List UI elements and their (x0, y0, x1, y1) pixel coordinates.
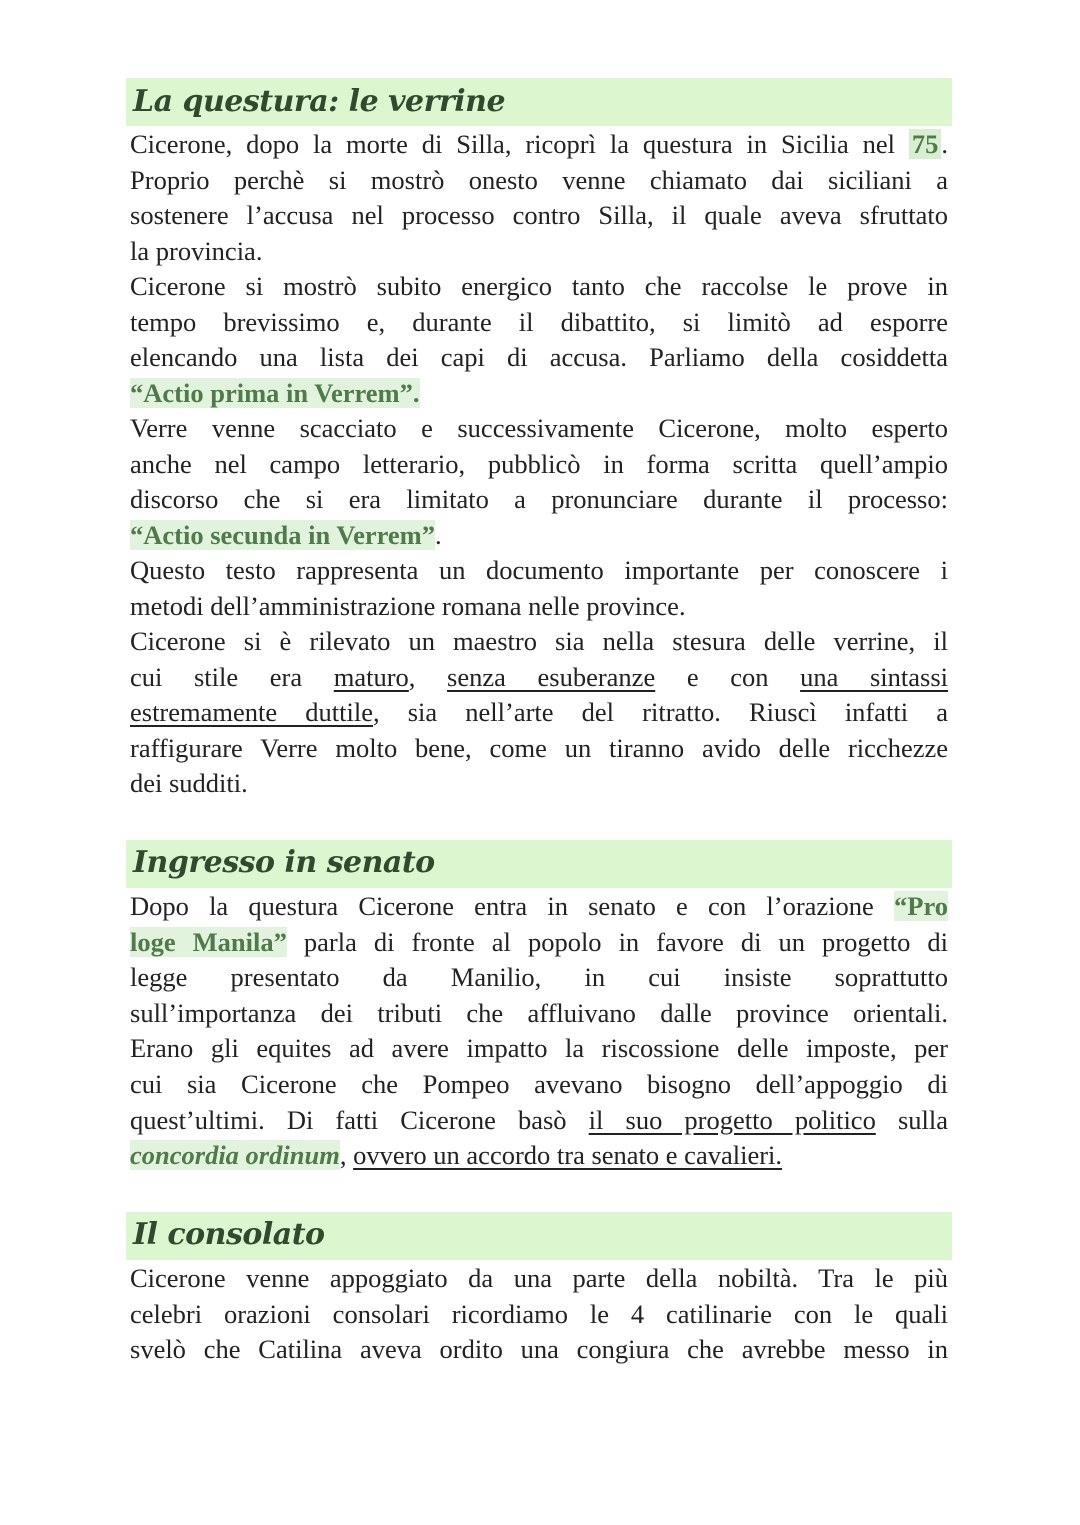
paragraph-questura-4: Questo testo rappresenta un documento importante per conoscere i metodi dell’amministrazione romana nelle province. (130, 555, 948, 621)
paragraph-questura-5: Cicerone si è rilevato un maestro sia nella stesura delle verrine, il cui stile era maturo, senza esuberanze e con una sintassi estremamente duttile, sia nell’arte del ritratto. Riuscì infatti a raffigurare Verre molto bene, come un tiranno avido delle ricchezze dei sudditi. (130, 626, 949, 799)
paragraph-questura-3: Verre venne scacciato e successivamente Cicerone, molto esperto anche nel campo letterario, pubblicò in forma scritta quell’ampio discorso che si era limitato a pronunciare durante il processo: “Actio secunda in Verrem”. (130, 413, 948, 550)
highlight-actio-secunda: “Actio secunda in Verrem” (130, 519, 435, 550)
highlight-pro-loge-2: loge Manila” (130, 926, 287, 957)
section-title-senato: Ingresso in senato (133, 845, 435, 880)
highlight-concordia-ordinum: concordia ordinum (130, 1140, 340, 1171)
highlight-year: 75 (909, 129, 942, 159)
underline-maturo: maturo (333, 661, 409, 692)
paragraph-senato: Dopo la questura Cicerone entra in senato e con l’orazione “Pro loge Manila” parla di fronte al popolo in favore di un progetto di legge presentato da Manilio, in cui insiste soprattutto sull’importanza dei tributi che affluivano dalle province orientali. Erano gli equites ad avere impatto la riscossione delle imposte, per cui sia Cicerone che Pompeo avevano bisogno dell’appoggio di quest’ultimi. Di fatti Cicerone basò il suo progetto politico sulla concordia ordinum, ovvero un accordo tra senato e cavalieri. (130, 891, 948, 1171)
highlight-actio-prima: “Actio prima in Verrem”. (130, 377, 420, 408)
underline-senza-esuberanze: senza esuberanze (447, 661, 656, 692)
paragraph-questura-1: Cicerone, dopo la morte di Silla, ricoprì la questura in Sicilia nel 75 . Proprio perchè si mostrò onesto venne chiamato dai siciliani a sostenere l’accusa nel processo contro Silla, il quale aveva sfruttato la provincia. (130, 129, 948, 266)
highlight-pro-loge-1: “Pro (894, 891, 948, 921)
paragraph-consolato: Cicerone venne appoggiato da una parte della nobiltà. Tra le più celebri orazioni consolari ricordiamo le 4 catilinarie con le quali svelò che Catilina aveva ordito una congiura che avrebbe messo in (130, 1263, 948, 1365)
underline-una-sintassi: una sintassi (800, 661, 949, 692)
underline-progetto-politico: il suo progetto politico (588, 1104, 876, 1135)
section-title-consolato: Il consolato (133, 1217, 325, 1252)
underline-accordo: ovvero un accordo tra senato e cavalieri. (353, 1140, 783, 1171)
underline-estremamente-duttile: estremamente duttile (130, 697, 373, 728)
section-title-questura: La questura: le verrine (133, 84, 506, 119)
paragraph-questura-2: Cicerone si mostrò subito energico tanto che raccolse le prove in tempo brevissimo e, durante il dibattito, si limitò ad esporre elencando una lista dei capi di accusa. Parliamo della cosiddetta “Actio prima in Verrem”. (130, 271, 948, 408)
